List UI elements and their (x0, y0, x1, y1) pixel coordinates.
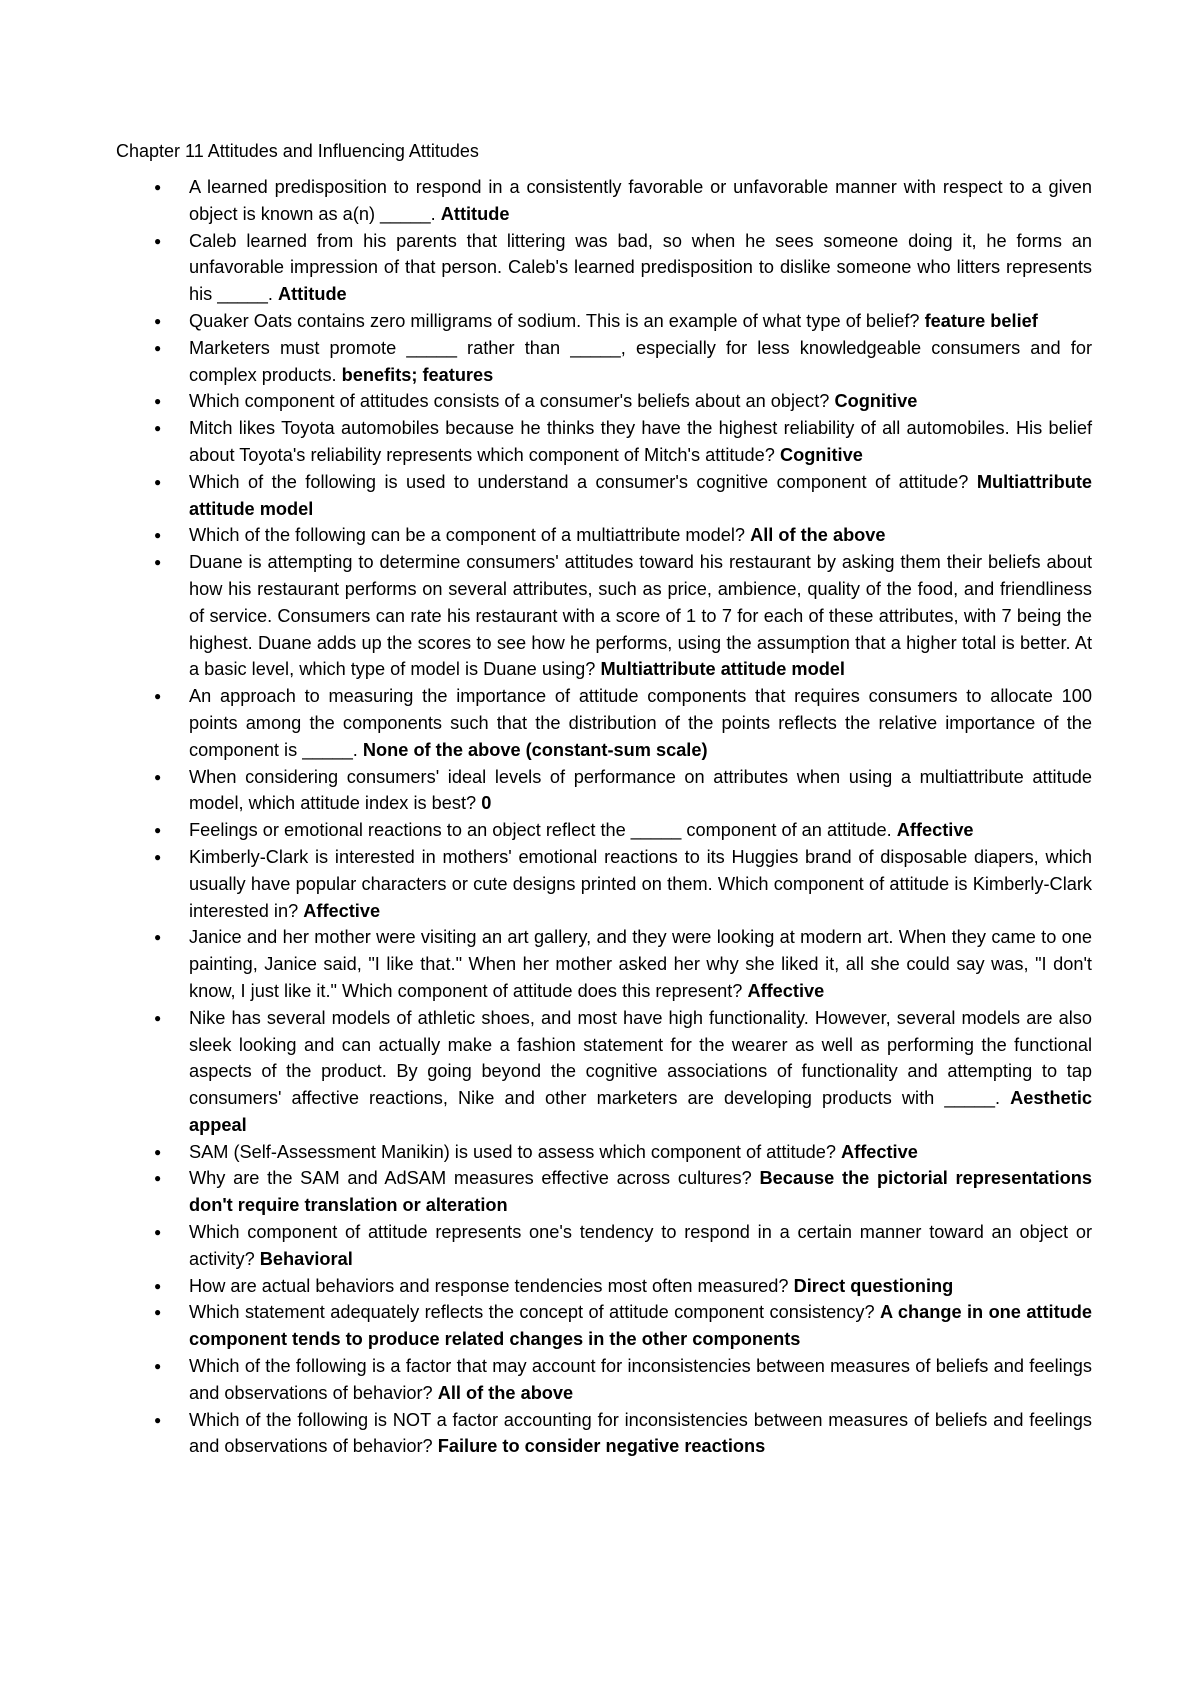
answer-text: A change in one attitude component tends to produce related changes in the other components (189, 1302, 1092, 1350)
answer-text: Cognitive (834, 391, 918, 412)
answer-text: Failure to consider negative reactions (437, 1436, 766, 1457)
bullet-icon: ● (154, 180, 162, 194)
bullet-icon: ● (154, 394, 162, 409)
answer-text: 0 (481, 793, 492, 814)
list-item (116, 388, 1092, 415)
answer-text: Aesthetic appeal (189, 1088, 1092, 1135)
answer-text: Because the pictorial representations don't require translation or alteration (189, 1168, 1092, 1216)
list-item (116, 415, 1092, 469)
bullet-icon: ● (154, 233, 162, 248)
list-item (116, 924, 1092, 1004)
bullet-icon: ● (154, 421, 162, 436)
answer-text: Attitude (277, 284, 347, 305)
question-text: Nike has several models of athletic shoes, and most have high functionality. However, several models are also sleek looking and can actually make a fashion statement for the wearer as well as performing the functional aspects of the product. By going beyond the cognitive associations of functionality and attempting to tap consumers' affective reactions, Nike and other marketers are developing products with _____. (189, 1007, 1092, 1109)
bullet-icon: ● (154, 555, 162, 570)
answer-text: Affective (896, 820, 974, 841)
list-item (116, 522, 1092, 549)
question-text: Kimberly-Clark is interested in mothers' emotional reactions to its Huggies brand of disposable diapers, which usually have popular characters or cute designs printed on them. Which component of attitude is Kimberly-Clark interested in? (189, 846, 1092, 921)
list-item (116, 1165, 1092, 1219)
question-text: SAM (Self-Assessment Manikin) is used to assess which component of attitude? (189, 1141, 842, 1162)
answer-text: Affective (303, 900, 381, 921)
list-item (116, 1407, 1092, 1461)
question-text: Which of the following is a factor that may account for inconsistencies between measures of beliefs and feelings and observations of behavior? (189, 1356, 1092, 1403)
list-item (116, 1273, 1092, 1300)
question-text: A learned predisposition to respond in a consistently favorable or unfavorable manner with respect to a given object is known as a(n) _____. (189, 177, 1092, 224)
bullet-icon: ● (154, 1171, 162, 1186)
answer-text: All of the above (437, 1382, 574, 1403)
list-item (116, 817, 1092, 844)
bullet-icon: ● (154, 528, 162, 543)
bullet-icon: ● (154, 930, 162, 945)
question-text: Mitch likes Toyota automobiles because he thinks they have the highest reliability of all automobiles. His belief about Toyota's reliability represents which component of Mitch's attitude? (189, 418, 1092, 465)
answer-text: benefits; features (341, 364, 494, 385)
answer-text: All of the above (750, 525, 886, 546)
answer-text: Affective (747, 980, 825, 1001)
answer-text: None of the above (constant-sum scale) (362, 739, 708, 760)
answer-text: Multiattribute attitude model (600, 659, 845, 680)
page-title: Chapter 11 Attitudes and Influencing Attitudes (116, 141, 479, 161)
list-item (116, 1005, 1092, 1139)
list-item (116, 549, 1092, 683)
list-item (116, 1299, 1092, 1353)
question-text: Why are the SAM and AdSAM measures effective across cultures? (189, 1168, 760, 1189)
bullet-icon: ● (154, 1412, 162, 1427)
question-text: Caleb learned from his parents that littering was bad, so when he sees someone doing it, he forms an unfavorable impression of that person. Caleb's learned predisposition to dislike someone who litters represents his _____. (189, 230, 1092, 305)
bullet-icon: ● (154, 689, 162, 704)
question-text: Feelings or emotional reactions to an object reflect the _____ component of an attitude. (189, 820, 897, 841)
question-text: Janice and her mother were visiting an art gallery, and they were looking at modern art. When they came to one painting, Janice said, "I like that." When her mother asked her why she liked it, all she could say was, "I don't know, I just like it." Which component of attitude does this represent? (189, 927, 1092, 1001)
list-item (116, 469, 1092, 523)
list-item (116, 1353, 1092, 1407)
list-item (116, 844, 1092, 924)
bullet-icon: ● (154, 1010, 162, 1025)
answer-text: Direct questioning (793, 1275, 954, 1296)
question-text: Quaker Oats contains zero milligrams of sodium. This is an example of what type of belief? (189, 310, 925, 331)
bullet-icon: ● (154, 340, 162, 355)
answer-text: Behavioral (259, 1248, 353, 1269)
bullet-icon: ● (154, 1278, 162, 1293)
answer-text: feature belief (924, 310, 1038, 331)
question-text: Marketers must promote _____ rather than _____, especially for less knowledgeable consumers and for complex products. (189, 337, 1092, 385)
bullet-icon: ● (154, 313, 162, 328)
bullet-icon: ● (154, 1144, 162, 1159)
list-item (116, 174, 1092, 228)
list-item (116, 1139, 1092, 1166)
question-text: Which of the following can be a component of a multiattribute model? (189, 525, 751, 546)
bullet-icon: ● (154, 1359, 162, 1374)
question-text: When considering consumers' ideal levels of performance on attributes when using a multiattribute attitude model, which attitude index is best? (189, 766, 1092, 814)
list-item (116, 335, 1092, 389)
bullet-icon: ● (154, 769, 162, 784)
list-item (116, 764, 1092, 818)
answer-text: Cognitive (779, 444, 863, 465)
bullet-icon: ● (154, 474, 162, 489)
question-text: Which statement adequately reflects the concept of attitude component consistency? (189, 1302, 881, 1323)
question-list (116, 174, 1092, 1460)
document-page (116, 138, 1092, 1460)
bullet-icon: ● (154, 1225, 162, 1240)
answer-text: Affective (841, 1141, 918, 1162)
bullet-icon: ● (154, 823, 162, 838)
list-item (116, 228, 1092, 308)
answer-text: Multiattribute attitude model (189, 471, 1092, 519)
question-text: Which component of attitudes consists of a consumer's beliefs about an object? (189, 391, 835, 412)
question-text: How are actual behaviors and response tendencies most often measured? (189, 1275, 794, 1296)
list-item (116, 683, 1092, 763)
answer-text: Attitude (440, 203, 510, 224)
question-text: An approach to measuring the importance of attitude components that requires consumers to allocate 100 points among the components such that the distribution of the points reflects the relative importance of the component is _____. (189, 686, 1092, 760)
question-text: Which component of attitude represents one's tendency to respond in a certain manner toward an object or activity? (189, 1222, 1092, 1269)
question-text: Which of the following is NOT a factor accounting for inconsistencies between measures of beliefs and feelings and observations of behavior? (189, 1409, 1092, 1457)
list-item (116, 1219, 1092, 1273)
bullet-icon: ● (154, 1305, 162, 1320)
list-item (116, 308, 1092, 335)
bullet-icon: ● (154, 849, 162, 864)
question-text: Which of the following is used to understand a consumer's cognitive component of attitude? (189, 471, 977, 492)
question-text: Duane is attempting to determine consumers' attitudes toward his restaurant by asking them their beliefs about how his restaurant performs on several attributes, such as price, ambience, quality of the food, and friendliness of service. Consumers can rate his restaurant with a score of 1 to 7 for each of these attributes, with 7 being the highest. Duane adds up the scores to see how he performs, using the assumption that a higher total is better. At a basic level, which type of model is Duane using? (189, 552, 1092, 680)
